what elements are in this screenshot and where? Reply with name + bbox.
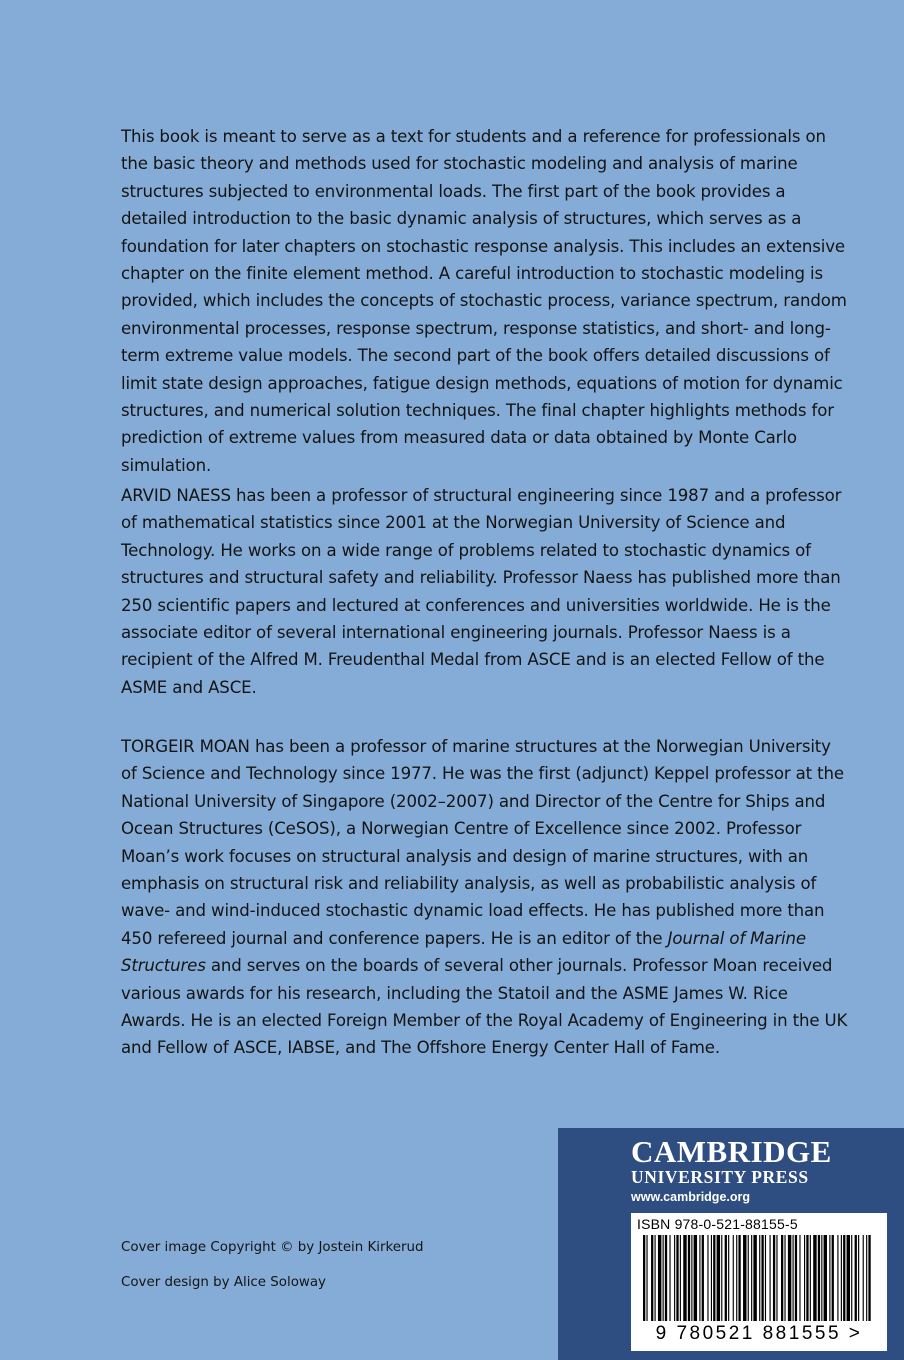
author-bio-moan-part2: and serves on the boards of several other journals. Professor Moan received various awards for his research, including the Statoil and the ASME James W. Rice Awards. He is an elected Foreign Member of the Royal Academy of Engineering in the UK and Fellow of ASCE, IABSE, and The Offshore Energy Center Hall of Fame. — [121, 956, 848, 1058]
cover-image-credit: Cover image Copyright © by Jostein Kirkerud — [121, 1240, 424, 1255]
barcode-bars — [641, 1235, 877, 1323]
publisher-url: www.cambridge.org — [631, 1190, 751, 1204]
author-bio-moan-part1: TORGEIR MOAN has been a professor of marine structures at the Norwegian University of Science and Technology since 1977. He was the first (adjunct) Keppel professor at the National University of Singapore (2002–2007) and Director of the Centre for Ships and Ocean Structures (CeSOS), a Norwegian Centre of Excellence since 2002. Professor Moan’s work focuses on structural analysis and design of marine structures, with an emphasis on structural risk and reliability analysis, as well as probabilistic analysis of wave- and wind-induced stochastic dynamic load effects. He has published more than 450 refereed journal and conference papers. He is an editor of the — [121, 737, 844, 948]
book-description: This book is meant to serve as a text for students and a reference for professionals on the basic theory and methods used for stochastic modeling and analysis of marine structures subjected to environmental loads. The first part of the book provides a detailed introduction to the basic dynamic analysis of structures, which serves as a foundation for later chapters on stochastic response analysis. This includes an extensive chapter on the finite element method. A careful introduction to stochastic modeling is provided, which includes the concepts of stochastic process, variance spectrum, random environmental processes, response spectrum, response statistics, and short- and long-term extreme value models. The second part of the book offers detailed discussions of limit state design approaches, fatigue design methods, equations of motion for dynamic structures, and numerical solution techniques. The final chapter highlights methods for prediction of extreme values from measured data or data obtained by Monte Carlo simulation. — [121, 127, 847, 475]
journal-title: Journal of Marine Structures — [121, 928, 806, 976]
author-bio-moan — [121, 733, 851, 1062]
publisher-panel — [558, 1128, 904, 1360]
isbn-label: ISBN 978-0-521-88155-5 — [637, 1216, 798, 1232]
barcode-digits: 9 780521 881555 > — [655, 1323, 863, 1344]
author-bio-naess: ARVID NAESS has been a professor of structural engineering since 1987 and a professor of mathematical statistics since 2001 at the Norwegian University of Science and Technology. He works on a wide range of problems related to stochastic dynamics of structures and structural safety and reliability. Professor Naess has published more than 250 scientific papers and lectured at conferences and universities worldwide. He is the associate editor of several international engineering journals. Professor Naess is a recipient of the Alfred M. Freudenthal Medal from ASCE and is an elected Fellow of the ASME and ASCE. — [121, 486, 842, 697]
isbn-barcode — [631, 1213, 887, 1351]
publisher-subtitle: UNIVERSITY PRESS — [631, 1167, 809, 1187]
publisher-name: CAMBRIDGE — [631, 1134, 832, 1169]
cover-design-credit: Cover design by Alice Soloway — [121, 1275, 326, 1290]
